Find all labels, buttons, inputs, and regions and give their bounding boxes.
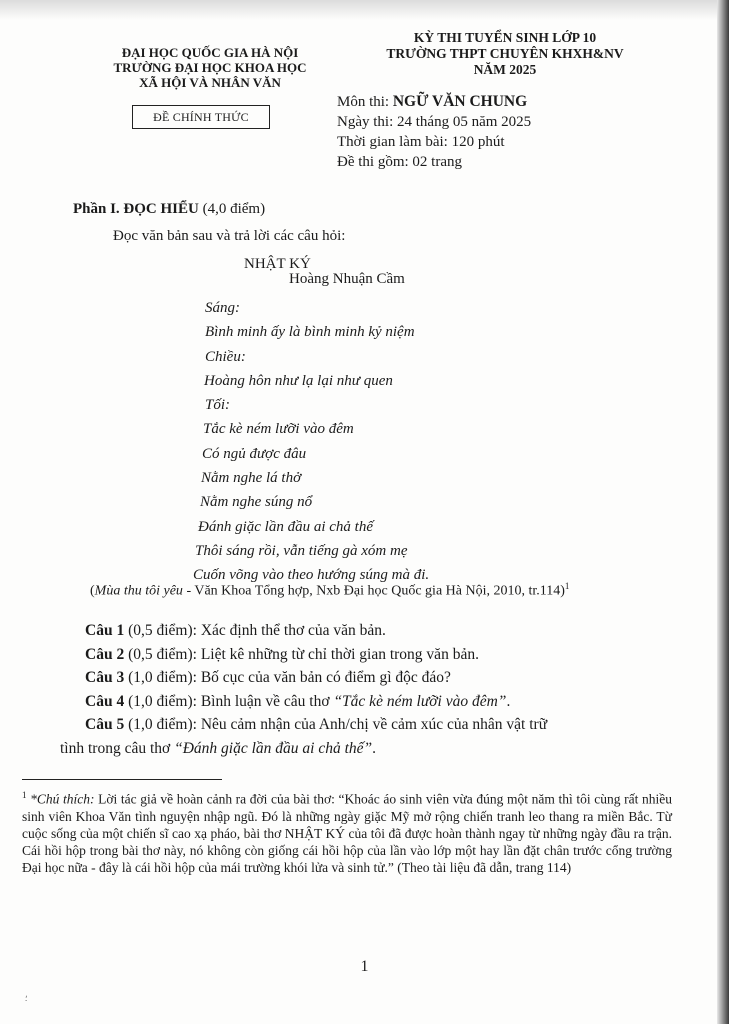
part1-title xyxy=(73,201,265,218)
question-5-cont xyxy=(60,737,675,761)
poem-body xyxy=(193,296,430,588)
question-text-cont: tình trong câu thơ xyxy=(60,739,175,757)
question-list xyxy=(60,619,675,760)
question-label: Câu 1 xyxy=(85,622,125,639)
question-quote: “Tắc kè ném lưỡi vào đêm” xyxy=(333,692,507,710)
footnote-text: Lời tác giả về hoàn cảnh ra đời của bài thơ: “Khoác áo sinh viên vừa đúng một năm thì tôi cùng rất nhiều sinh viên Khoa Văn tình nguyện nhập ngũ. Đó là những ngày giặc Mỹ mở rộng chiến tranh leo thang ra miền Bắc. Từ cuộc sống của một chiến sĩ cao xạ pháo, bài thơ NHẬT KÝ của tôi đã được hoàn thành ngay từ những ngày đầu ra trận. Cái hồi hộp trong bài thơ này, nó không còn giống cái hồi hộp của lần vào lớp một hay lần đặt chân trước cổng trường Đại học nữa - đây là cái hồi hộp của mái trường khói lửa và sinh tử.” (Theo tài liệu đã dẫn, trang 114) xyxy=(22,791,672,875)
footnote-number: 1 xyxy=(22,790,27,800)
subject-line xyxy=(337,92,531,112)
poem-line: Tắc kè ném lưỡi vào đêm xyxy=(203,421,354,438)
part1-points: (4,0 điểm) xyxy=(198,201,266,217)
poem-line: Cuốn võng vào theo hướng súng mà đi. xyxy=(193,567,430,584)
page-number: 1 xyxy=(360,958,369,975)
footnote-ref: 1 xyxy=(564,581,570,591)
poem-line: Thôi sáng rồi, vẫn tiếng gà xóm mẹ xyxy=(195,542,408,559)
question-after: . xyxy=(372,739,377,757)
question-text: : Bố cục của văn bản có điểm gì độc đáo? xyxy=(192,669,451,686)
question-text: : Bình luận về câu thơ xyxy=(192,692,334,710)
question-points: (1,0 điểm) xyxy=(124,669,193,686)
scan-top-shadow xyxy=(0,0,729,20)
question-quote: “Đánh giặc lần đầu ai chả thế” xyxy=(174,739,373,757)
source-rest: - Văn Khoa Tổng hợp, Nxb Đại học Quốc gia Hà Nội, 2010, tr.114) xyxy=(182,583,565,599)
question-label: Câu 2 xyxy=(85,645,125,663)
exam-title-line-3: NĂM 2025 xyxy=(473,62,537,77)
footnote-label: *Chú thích: xyxy=(26,791,95,807)
question-5 xyxy=(85,713,675,737)
pages-line: Đề thi gồm: 02 trang xyxy=(337,154,462,170)
question-text: : Xác định thể thơ của văn bản. xyxy=(192,622,386,639)
poem-line: Chiều: xyxy=(205,348,246,365)
source-book: Mùa thu tôi yêu xyxy=(94,583,183,599)
question-1 xyxy=(85,619,675,643)
poem-line: Tối: xyxy=(205,397,231,414)
university-header xyxy=(90,45,330,90)
poem-line: Hoàng hôn như lạ lại như quen xyxy=(204,372,393,389)
question-text: : Liệt kê những từ chỉ thời gian trong văn bản. xyxy=(192,645,479,663)
scan-speck: ⸵ xyxy=(25,994,28,1003)
date-line: Ngày thi: 24 tháng 05 năm 2025 xyxy=(337,114,532,130)
exam-title-line-1: KỲ THI TUYỂN SINH LỚP 10 xyxy=(413,30,597,45)
question-4 xyxy=(85,690,675,714)
question-label: Câu 3 xyxy=(85,669,125,686)
footnote xyxy=(22,787,672,876)
subject-label: Môn thi: xyxy=(337,94,390,110)
part1-instruction: Đọc văn bản sau và trả lời các câu hỏi: xyxy=(113,228,346,244)
part1-heading: Phần I. ĐỌC HIỂU xyxy=(73,201,199,217)
question-points: (1,0 điểm) xyxy=(124,716,193,733)
poem-author: Hoàng Nhuận Cầm xyxy=(289,271,405,287)
poem-title: NHẬT KÝ xyxy=(244,256,311,272)
university-line-1: ĐẠI HỌC QUỐC GIA HÀ NỘI xyxy=(121,45,299,60)
poem-line: Bình minh ấy là bình minh kỷ niệm xyxy=(205,324,415,341)
exam-meta xyxy=(337,92,531,172)
source-open: ( xyxy=(90,583,95,599)
exam-header xyxy=(355,30,655,78)
poem-line: Nằm nghe lá thở xyxy=(201,470,302,487)
official-label: ĐỀ CHÍNH THỨC xyxy=(132,105,270,129)
university-line-2: TRƯỜNG ĐẠI HỌC KHOA HỌC xyxy=(113,60,307,75)
subject-value: NGỮ VĂN CHUNG xyxy=(392,93,528,110)
poem-line: Sáng: xyxy=(205,300,240,316)
poem-line: Đánh giặc lần đầu ai chả thế xyxy=(198,518,373,535)
scan-right-edge xyxy=(717,0,729,1024)
question-label: Câu 5 xyxy=(85,716,125,733)
time-line: Thời gian làm bài: 120 phút xyxy=(337,134,505,150)
question-2 xyxy=(85,643,675,667)
exam-title-line-2: TRƯỜNG THPT CHUYÊN KHXH&NV xyxy=(386,46,624,61)
poem-line: Nằm nghe súng nổ xyxy=(200,494,313,511)
question-after: . xyxy=(506,692,511,710)
question-points: (1,0 điểm) xyxy=(124,692,193,710)
question-points: (0,5 điểm) xyxy=(124,622,193,639)
poem-line: Có ngủ được đâu xyxy=(202,445,307,462)
question-label: Câu 4 xyxy=(85,692,125,710)
question-points: (0,5 điểm) xyxy=(124,645,193,663)
question-text: : Nêu cảm nhận của Anh/chị về cảm xúc của nhân vật trữ xyxy=(192,716,548,733)
university-line-3: XÃ HỘI VÀ NHÂN VĂN xyxy=(139,75,281,90)
question-3 xyxy=(85,666,675,690)
footnote-divider xyxy=(22,779,222,780)
poem-source xyxy=(90,581,569,600)
